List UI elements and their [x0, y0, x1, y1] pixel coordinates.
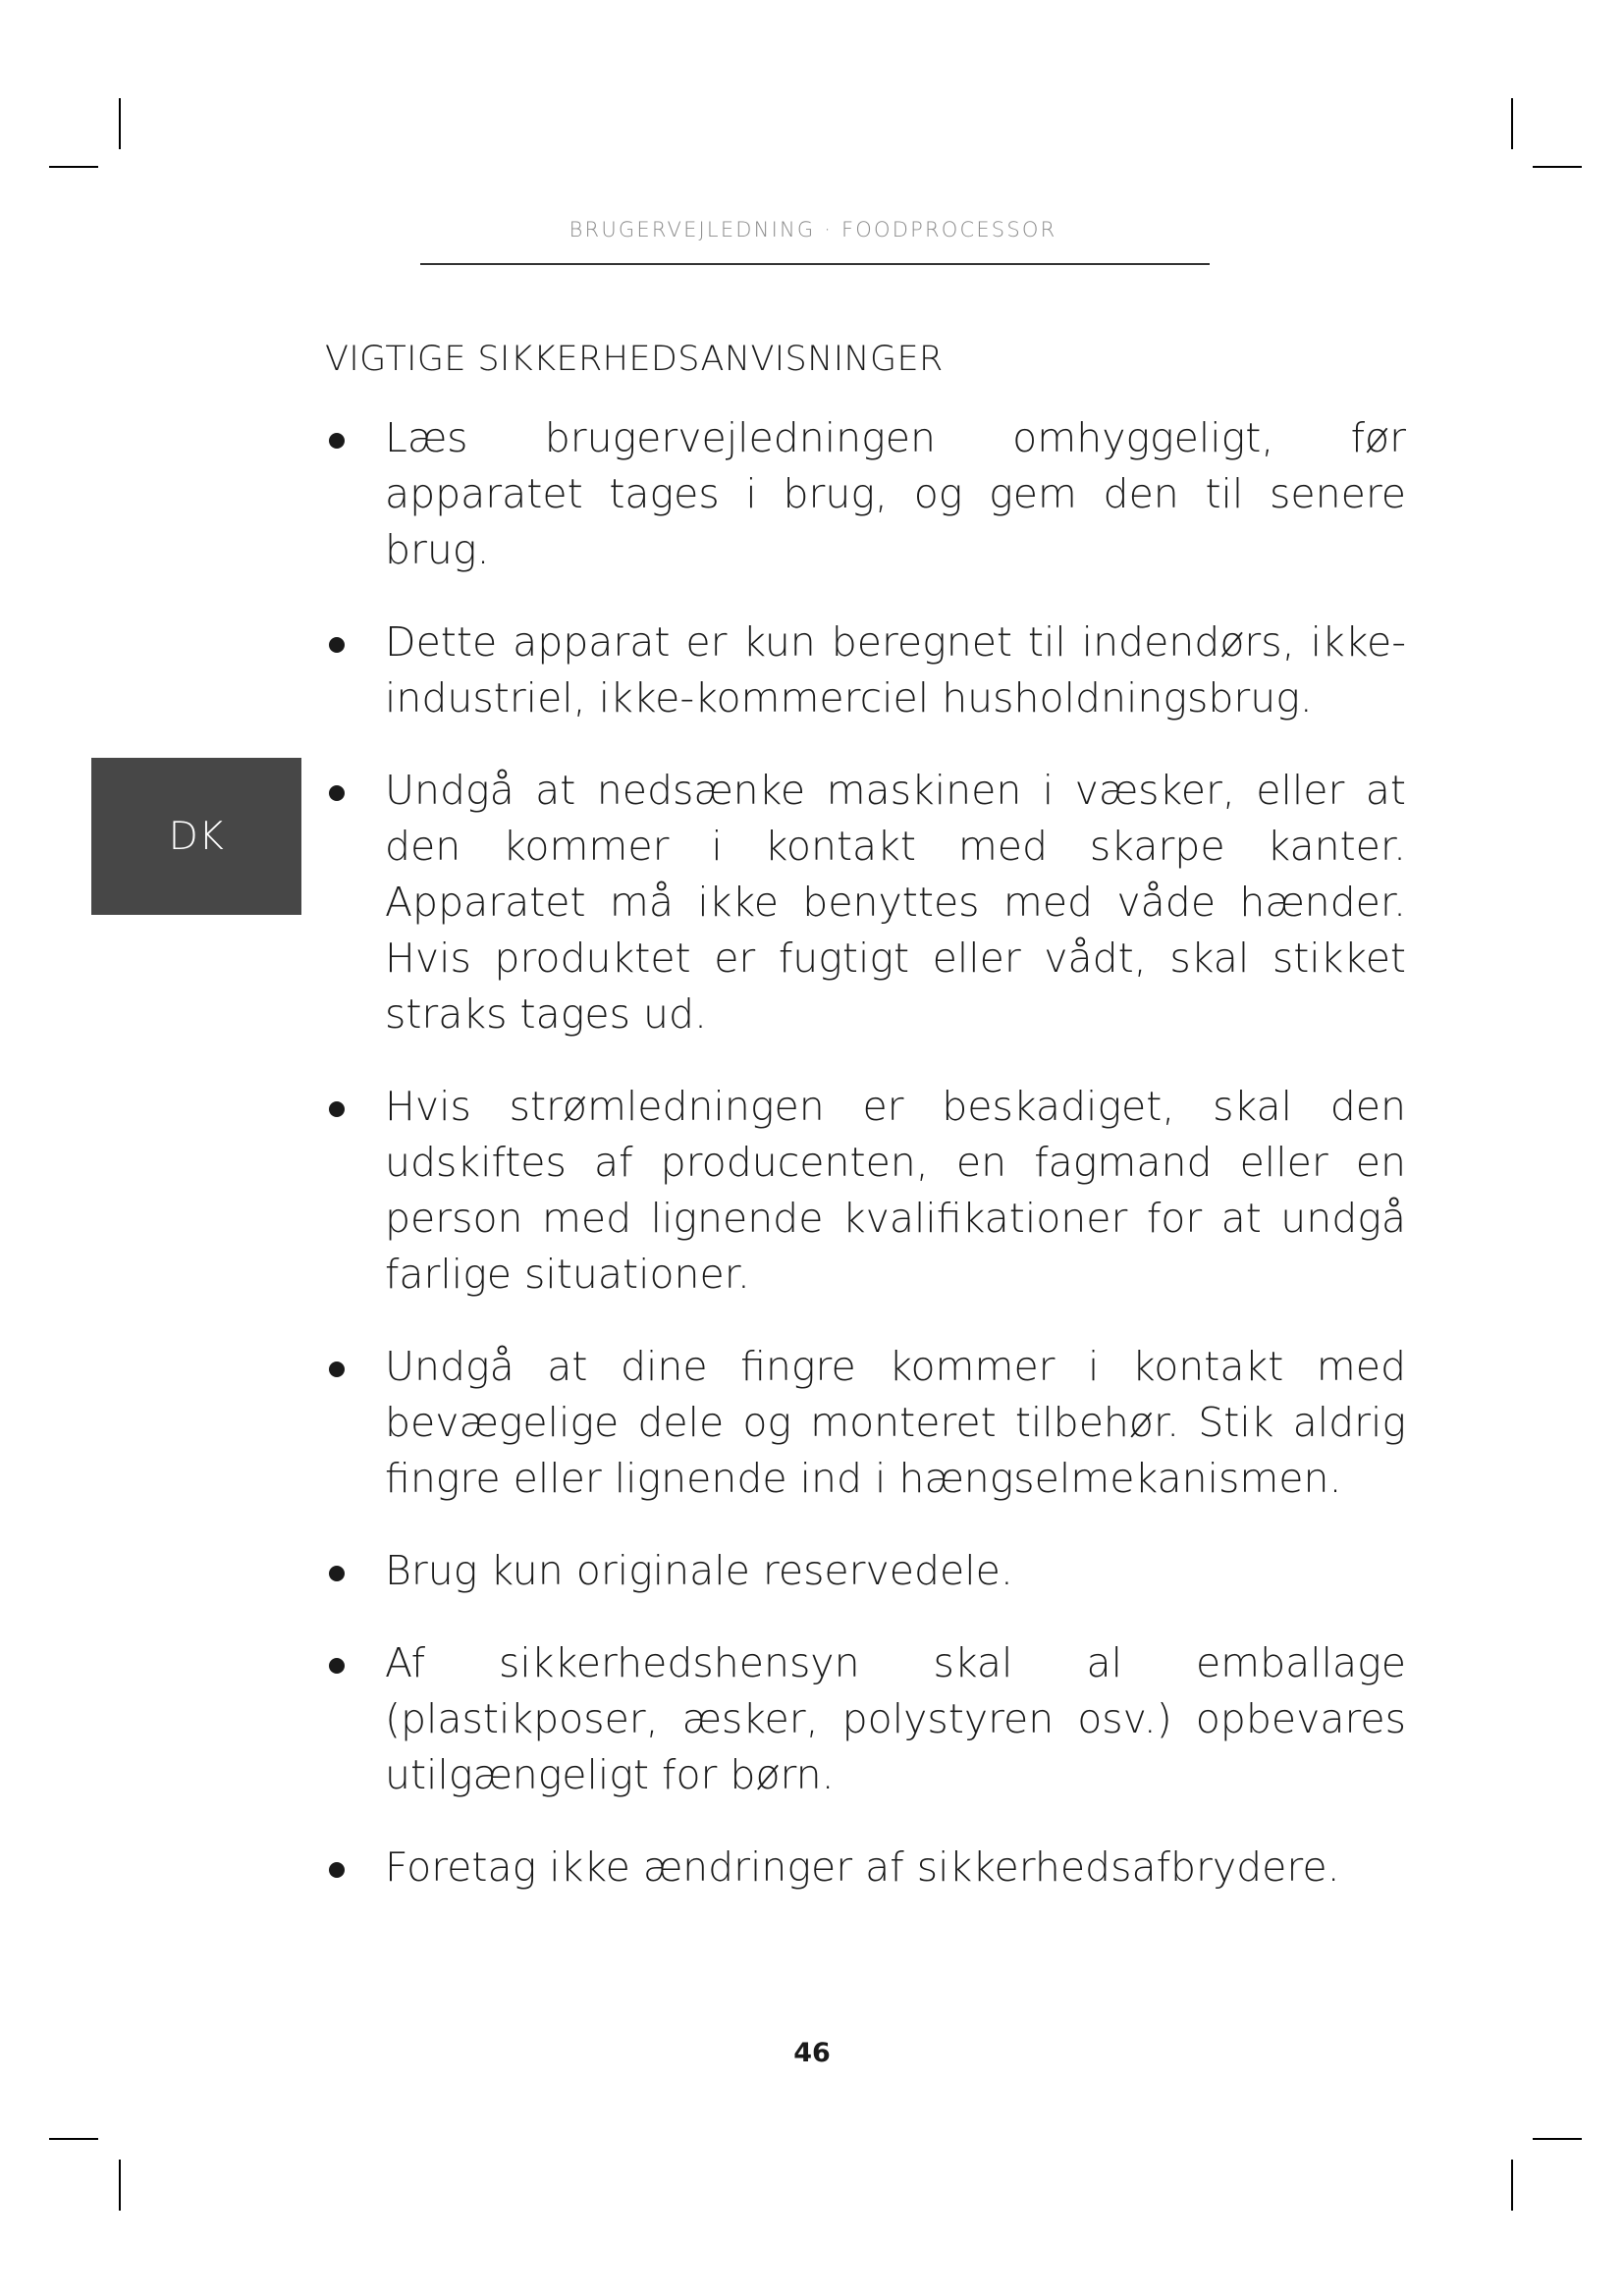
- crop-mark: [119, 98, 121, 149]
- list-item: [325, 1635, 1406, 1803]
- list-item: [325, 1079, 1406, 1303]
- list-item-text: Læs brugervejledningen omhyggeligt, før apparatet tages i brug, og gem den til senere brug.: [385, 414, 1406, 573]
- header-divider: [420, 263, 1210, 265]
- bullet-icon: [329, 1566, 345, 1581]
- list-item: [325, 614, 1406, 726]
- page-number: 46: [793, 2038, 831, 2068]
- bullet-icon: [329, 1101, 345, 1117]
- list-item-text: Hvis strømledningen er beskadiget, skal den udskiftes af producenten, en fagmand eller en person med lignende kvalifikationer for at undgå farlige situationer.: [385, 1083, 1406, 1298]
- list-item: [325, 763, 1406, 1042]
- list-item-text: Undgå at nedsænke maskinen i væsker, eller at den kommer i kontakt med skarpe kanter. Apparatet må ikke benyttes med våde hænder. Hvis produktet er fugtigt eller vådt, skal stikket straks tages ud.: [385, 767, 1406, 1038]
- crop-mark: [119, 2160, 121, 2211]
- list-item: [325, 1543, 1406, 1599]
- list-item: [325, 1339, 1406, 1507]
- running-header: BRUGERVEJLEDNING · FOODPROCESSOR: [568, 218, 1057, 241]
- crop-mark: [49, 166, 98, 168]
- list-item: [325, 410, 1406, 578]
- crop-mark: [1533, 2138, 1582, 2140]
- crop-mark: [1533, 166, 1582, 168]
- list-item: [325, 1840, 1406, 1896]
- bullet-icon: [329, 1658, 345, 1674]
- crop-mark: [1511, 98, 1513, 149]
- bullet-icon: [329, 1362, 345, 1377]
- list-item-text: Foretag ikke ændringer af sikkerhedsafbrydere.: [385, 1843, 1340, 1891]
- safety-instructions-list: [325, 410, 1405, 1932]
- bullet-icon: [329, 1862, 345, 1878]
- language-code: DK: [168, 814, 225, 859]
- list-item-text: Dette apparat er kun beregnet til indendørs, ikke-industriel, ikke-kommerciel husholdningsbrug.: [385, 618, 1406, 721]
- list-item-text: Brug kun originale reservedele.: [385, 1547, 1013, 1594]
- language-tab: [91, 758, 301, 915]
- list-item-text: Undgå at dine fingre kommer i kontakt med bevægelige dele og monteret tilbehør. Stik aldrig fingre eller lignende ind i hængselmekanismen.: [385, 1343, 1406, 1502]
- bullet-icon: [329, 433, 345, 449]
- crop-mark: [1511, 2160, 1513, 2211]
- bullet-icon: [329, 637, 345, 653]
- list-item-text: Af sikkerhedshensyn skal al emballage (plastikposer, æsker, polystyren osv.) opbevares utilgængeligt for børn.: [385, 1639, 1406, 1798]
- crop-mark: [49, 2138, 98, 2140]
- bullet-icon: [329, 785, 345, 801]
- section-title: VIGTIGE SIKKERHEDSANVISNINGER: [325, 340, 944, 379]
